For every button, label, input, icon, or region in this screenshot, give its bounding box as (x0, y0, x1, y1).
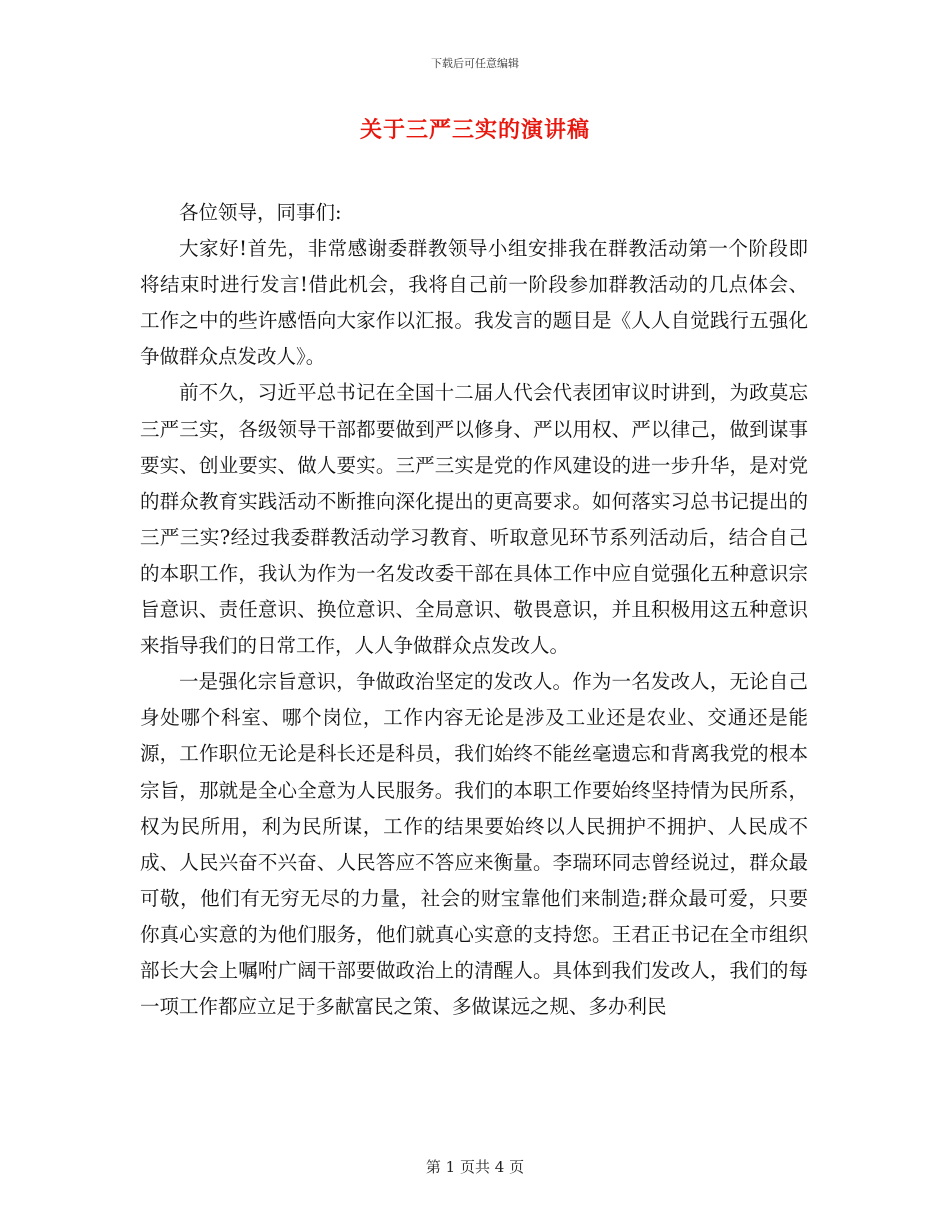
three-stricts-paragraph: 前不久，习近平总书记在全国十二届人代会代表团审议时讲到，为政莫忘三严三实，各级领导干部都要做到严以修身、严以用权、严以律己，做到谋事要实、创业要实、做人要实。三严三实是党的作风建设的进一步升华，是对党的群众教育实践活动不断推向深化提出的更高要求。如何落实习总书记提出的三严三实?经过我委群教活动学习教育、听取意见环节系列活动后，结合自己的本职工作，我认为作为一名发改委干部在具体工作中应自觉强化五种意识宗旨意识、责任意识、换位意识、全局意识、敬畏意识，并且积极用这五种意识来指导我们的日常工作，人人争做群众点发改人。 (140, 381, 808, 658)
opening-paragraph: 大家好!首先，非常感谢委群教领导小组安排我在群教活动第一个阶段即将结束时进行发言!借此机会，我将自己前一阶段参加群教活动的几点体会、工作之中的些许感悟向大家作以汇报。我发言的题目是《人人自觉践行五强化争做群众点发改人》。 (140, 237, 808, 369)
document-body (140, 195, 808, 1025)
page-footer: 第 1 页共 4 页 (425, 1158, 525, 1176)
purpose-awareness-paragraph: 一是强化宗旨意识，争做政治坚定的发改人。作为一名发改人，无论自己身处哪个科室、哪个岗位，工作内容无论是涉及工业还是农业、交通还是能源，工作职位无论是科长还是科员，我们始终不能丝毫遗忘和背离我党的根本宗旨，那就是全心全意为人民服务。我们的本职工作要始终坚持情为民所系，权为民所用，利为民所谋，工作的结果要始终以人民拥护不拥护、人民成不成、人民兴奋不兴奋、人民答应不答应来衡量。李瑞环同志曾经说过，群众最可敬，他们有无穷无尽的力量，社会的财宝靠他们来制造;群众最可爱，只要你真心实意的为他们服务，他们就真心实意的支持您。王君正书记在全市组织部长大会上嘱咐广阔干部要做政治上的清醒人。具体到我们发改人，我们的每一项工作都应立足于多献富民之策、多做谋远之规、多办利民 (140, 670, 808, 1019)
document-title: 关于三严三实的演讲稿 (359, 117, 590, 143)
header-note: 下载后可任意编辑 (431, 57, 519, 70)
salutation-paragraph: 各位领导，同事们: (179, 201, 342, 224)
